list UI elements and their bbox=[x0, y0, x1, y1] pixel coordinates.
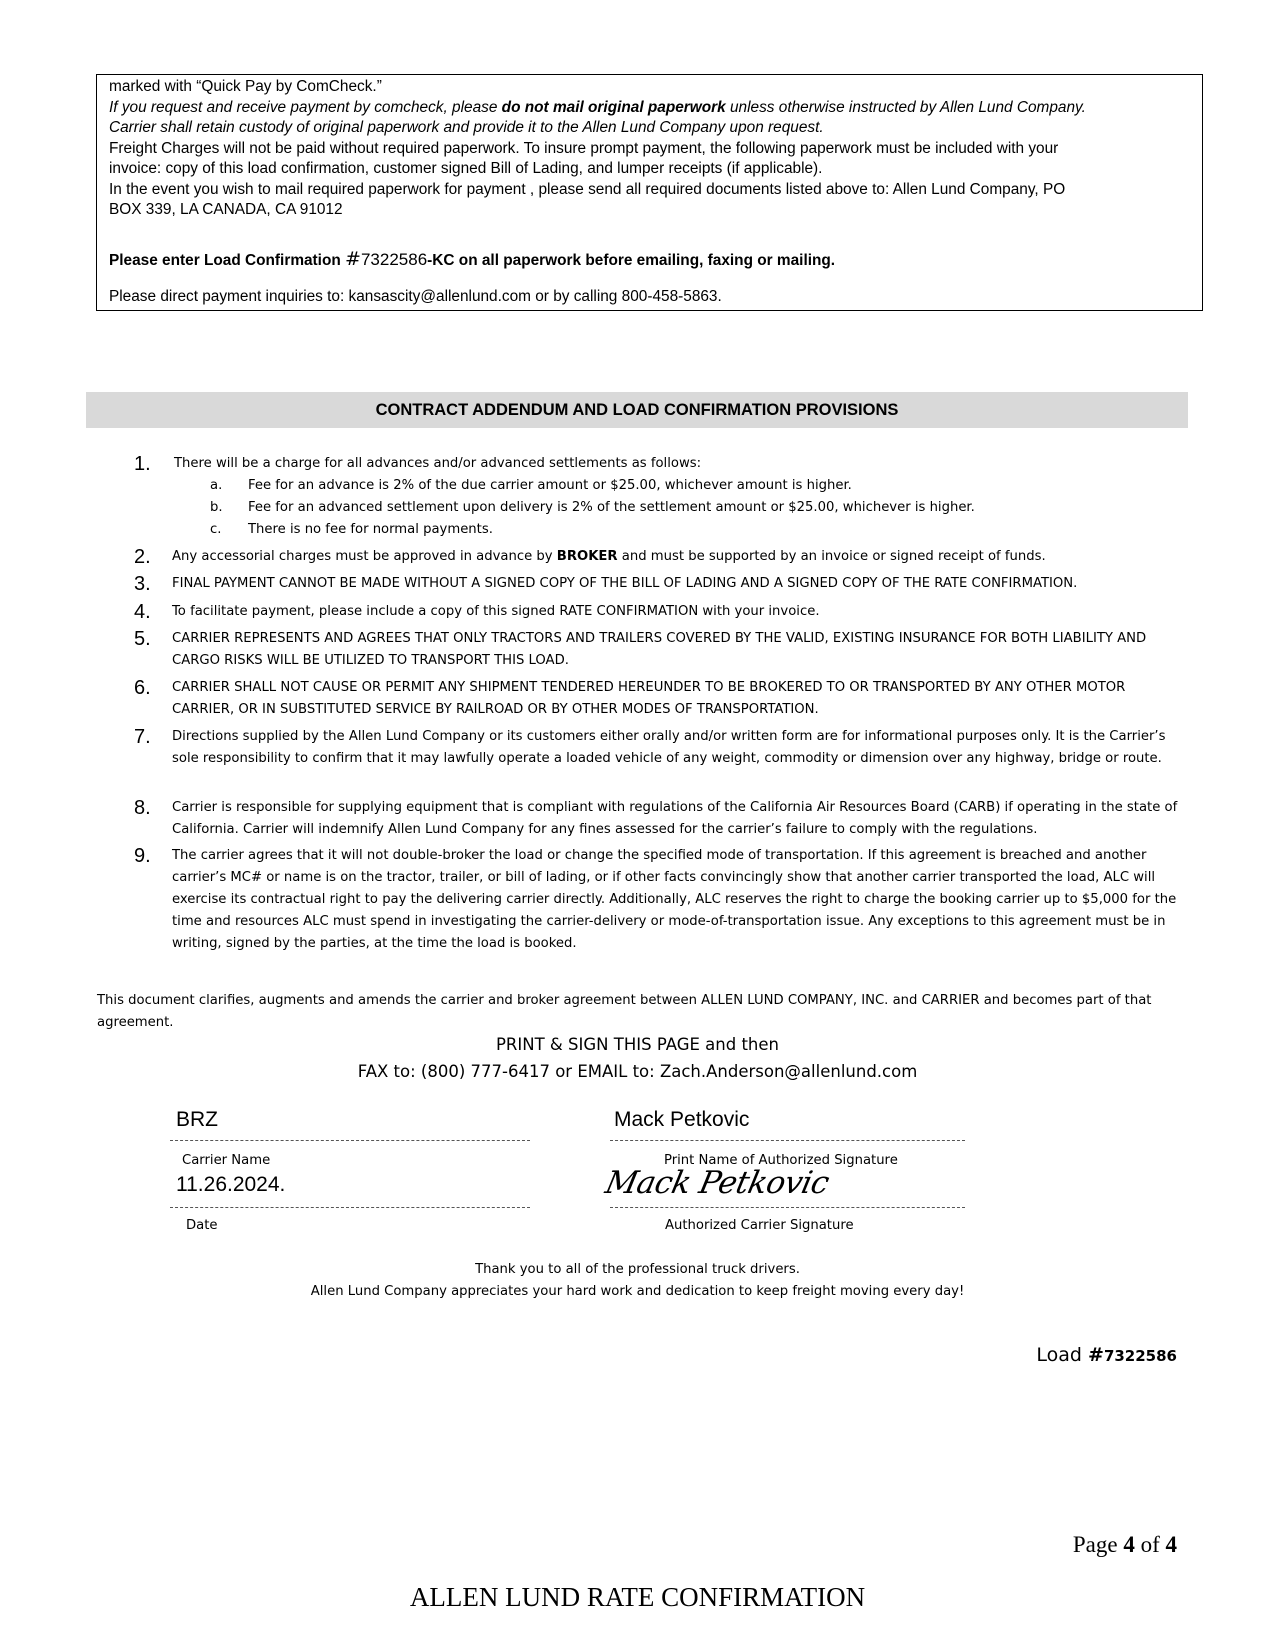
provision-9 bbox=[0, 845, 1275, 955]
provision-text: CARRIER REPRESENTS AND AGREES THAT ONLY TRACTORS AND TRAILERS COVERED BY THE VALID, EXISTING INSURANCE FOR BOTH LIABILITY AND CARGO RISKS WILL BE UTILIZED TO TRANSPORT THIS LOAD. bbox=[172, 631, 1147, 668]
payment-line-5: invoice: copy of this load confirmation, customer signed Bill of Lading, and lumper receipts (if applicable). bbox=[109, 160, 823, 177]
page-number bbox=[1073, 1532, 1177, 1558]
provision-number: 9. bbox=[134, 845, 151, 867]
payment-line-4: Freight Charges will not be paid without required paperwork. To insure prompt payment, the following paperwork must be included with your bbox=[109, 139, 1059, 157]
provision-number: 4. bbox=[134, 601, 151, 623]
print-name-label: Print Name of Authorized Signature bbox=[664, 1153, 898, 1168]
provision-2-pre: Any accessorial charges must be approved in advance by bbox=[172, 549, 557, 564]
provision-2 bbox=[0, 546, 1275, 568]
load-label: Load bbox=[1036, 1344, 1089, 1366]
sub-item-text: Fee for an advanced settlement upon delivery is 2% of the settlement amount or $25.00, whichever is higher. bbox=[248, 500, 975, 515]
confirm-hash: # bbox=[345, 247, 361, 270]
page-prefix: Page bbox=[1072, 1532, 1124, 1557]
confirm-pre: Please enter Load Confirmation bbox=[109, 251, 346, 269]
provision-2-bold: BROKER bbox=[556, 549, 618, 564]
confirm-post: -KC on all paperwork before emailing, faxing or mailing. bbox=[427, 251, 836, 269]
signature-label: Authorized Carrier Signature bbox=[665, 1218, 854, 1233]
provision-1 bbox=[0, 453, 1275, 475]
provision-number: 6. bbox=[134, 677, 151, 699]
provision-6 bbox=[0, 677, 1275, 721]
payment-line-6: In the event you wish to mail required paperwork for payment , please send all required documents listed above to: Allen Lund Company, PO bbox=[109, 180, 1066, 198]
provision-text bbox=[172, 546, 1182, 568]
authorized-signature[interactable]: Mack Petkovic bbox=[602, 1165, 833, 1201]
provision-4 bbox=[0, 601, 1275, 623]
confirm-number: 7322586 bbox=[360, 249, 428, 269]
provision-text: Directions supplied by the Allen Lund Company or its customers either orally and/or written form are for informational purposes only. It is the Carrier’s sole responsibility to confirm that it may lawfully operate a loaded vehicle of any weight, commodity or dimension over any highway, bridge or route. bbox=[172, 729, 1166, 766]
load-confirmation-instruction bbox=[109, 249, 1202, 272]
carrier-name-value[interactable]: BRZ bbox=[176, 1108, 218, 1131]
provision-2-post: and must be supported by an invoice or signed receipt of funds. bbox=[617, 549, 1046, 564]
page-sep: of bbox=[1134, 1532, 1166, 1557]
sub-item-letter: a. bbox=[210, 478, 223, 493]
provision-number: 7. bbox=[134, 726, 151, 748]
provision-text: There will be a charge for all advances and/or advanced settlements as follows: bbox=[174, 456, 702, 471]
payment-line-2 bbox=[109, 98, 1202, 119]
provision-5 bbox=[0, 628, 1275, 672]
provision-text: FINAL PAYMENT CANNOT BE MADE WITHOUT A SIGNED COPY OF THE BILL OF LADING AND A SIGNED COPY OF THE RATE CONFIRMATION. bbox=[172, 576, 1078, 591]
date-label: Date bbox=[186, 1218, 218, 1233]
load-reference bbox=[1036, 1344, 1177, 1366]
provision-7 bbox=[0, 726, 1275, 792]
provision-1b bbox=[0, 497, 1275, 519]
carrier-name-label: Carrier Name bbox=[182, 1153, 271, 1168]
print-sign-instruction: PRINT & SIGN THIS PAGE and then bbox=[495, 1035, 779, 1054]
provision-text: To facilitate payment, please include a copy of this signed RATE CONFIRMATION with your invoice. bbox=[172, 604, 820, 619]
payment-inquiries: Please direct payment inquiries to: kansascity@allenlund.com or by calling 800-458-5863. bbox=[109, 288, 722, 305]
load-hash: # bbox=[1088, 1344, 1104, 1366]
print-name-line bbox=[610, 1140, 965, 1141]
provision-text: CARRIER SHALL NOT CAUSE OR PERMIT ANY SHIPMENT TENDERED HEREUNDER TO BE BROKERED TO OR TRANSPORTED BY ANY OTHER MOTOR CARRIER, OR IN SUBSTITUTED SERVICE BY RAILROAD OR BY OTHER MODES OF TRANSPORTATION. bbox=[172, 680, 1126, 717]
payment-line-2-bold: do not mail original paperwork bbox=[501, 98, 726, 116]
sub-item-text: There is no fee for normal payments. bbox=[248, 522, 493, 537]
thanks-line-1: Thank you to all of the professional truck drivers. bbox=[475, 1262, 800, 1277]
provision-number: 2. bbox=[134, 546, 151, 568]
provision-text: Carrier is responsible for supplying equipment that is compliant with regulations of the California Air Resources Board (CARB) if operating in the state of California. Carrier will indemnify Allen Lund Company for any fines assessed for the carrier’s failure to comply with the regulations. bbox=[172, 800, 1178, 837]
signature-line bbox=[610, 1207, 965, 1208]
sub-item-text: Fee for an advance is 2% of the due carrier amount or $25.00, whichever amount is higher. bbox=[248, 478, 852, 493]
payment-line-2-post: unless otherwise instructed by Allen Lund Company. bbox=[725, 98, 1086, 116]
thanks-line-2: Allen Lund Company appreciates your hard work and dedication to keep freight moving every day! bbox=[310, 1284, 965, 1299]
sub-item-letter: c. bbox=[210, 522, 222, 537]
date-line bbox=[170, 1207, 530, 1208]
provision-number: 8. bbox=[134, 797, 151, 819]
payment-line-3: Carrier shall retain custody of original paperwork and provide it to the Allen Lund Company upon request. bbox=[109, 119, 824, 136]
payment-line-7: BOX 339, LA CANADA, CA 91012 bbox=[109, 201, 343, 218]
print-name-value[interactable]: Mack Petkovic bbox=[614, 1108, 750, 1131]
provision-1c bbox=[0, 519, 1275, 541]
page-current: 4 bbox=[1123, 1532, 1135, 1557]
load-number: 7322586 bbox=[1103, 1347, 1177, 1365]
provision-number: 3. bbox=[134, 573, 151, 595]
provision-1a bbox=[0, 475, 1275, 497]
document-title-footer: ALLEN LUND RATE CONFIRMATION bbox=[409, 1582, 866, 1612]
agreement-clarification: This document clarifies, augments and amends the carrier and broker agreement between ALLEN LUND COMPANY, INC. and CARRIER and becomes part of that agreement. bbox=[97, 993, 1152, 1030]
sub-item-letter: b. bbox=[210, 500, 223, 515]
page-total: 4 bbox=[1165, 1532, 1177, 1557]
provision-number: 1. bbox=[134, 453, 151, 475]
payment-line-1: marked with “Quick Pay by ComCheck.” bbox=[109, 78, 382, 95]
section-title: CONTRACT ADDENDUM AND LOAD CONFIRMATION PROVISIONS bbox=[86, 392, 1188, 428]
fax-email-instruction: FAX to: (800) 777-6417 or EMAIL to: Zach.Anderson@allenlund.com bbox=[357, 1062, 918, 1081]
date-value[interactable]: 11.26.2024. bbox=[176, 1173, 286, 1196]
provision-text: The carrier agrees that it will not double-broker the load or change the specified mode of transportation. If this agreement is breached and another carrier’s MC# or name is on the tractor, trailer, or bill of lading, or if other facts convincingly show that another carrier transported the load, ALC will exercise its contractual right to pay the delivering carrier directly. Additionally, ALC reserves the right to charge the booking carrier up to $5,000 for the time and resources ALC must spend in investigating the carrier-delivery or mode-of-transportation issue. Any exceptions to this agreement must be in writing, signed by the parties, at the time the load is booked. bbox=[172, 848, 1177, 951]
payment-line-2-pre: If you request and receive payment by comcheck, please bbox=[109, 98, 502, 116]
provision-8 bbox=[0, 797, 1275, 841]
carrier-name-line bbox=[170, 1140, 530, 1141]
payment-instructions-box bbox=[96, 74, 1203, 311]
provision-3 bbox=[0, 573, 1275, 595]
provision-number: 5. bbox=[134, 628, 151, 650]
